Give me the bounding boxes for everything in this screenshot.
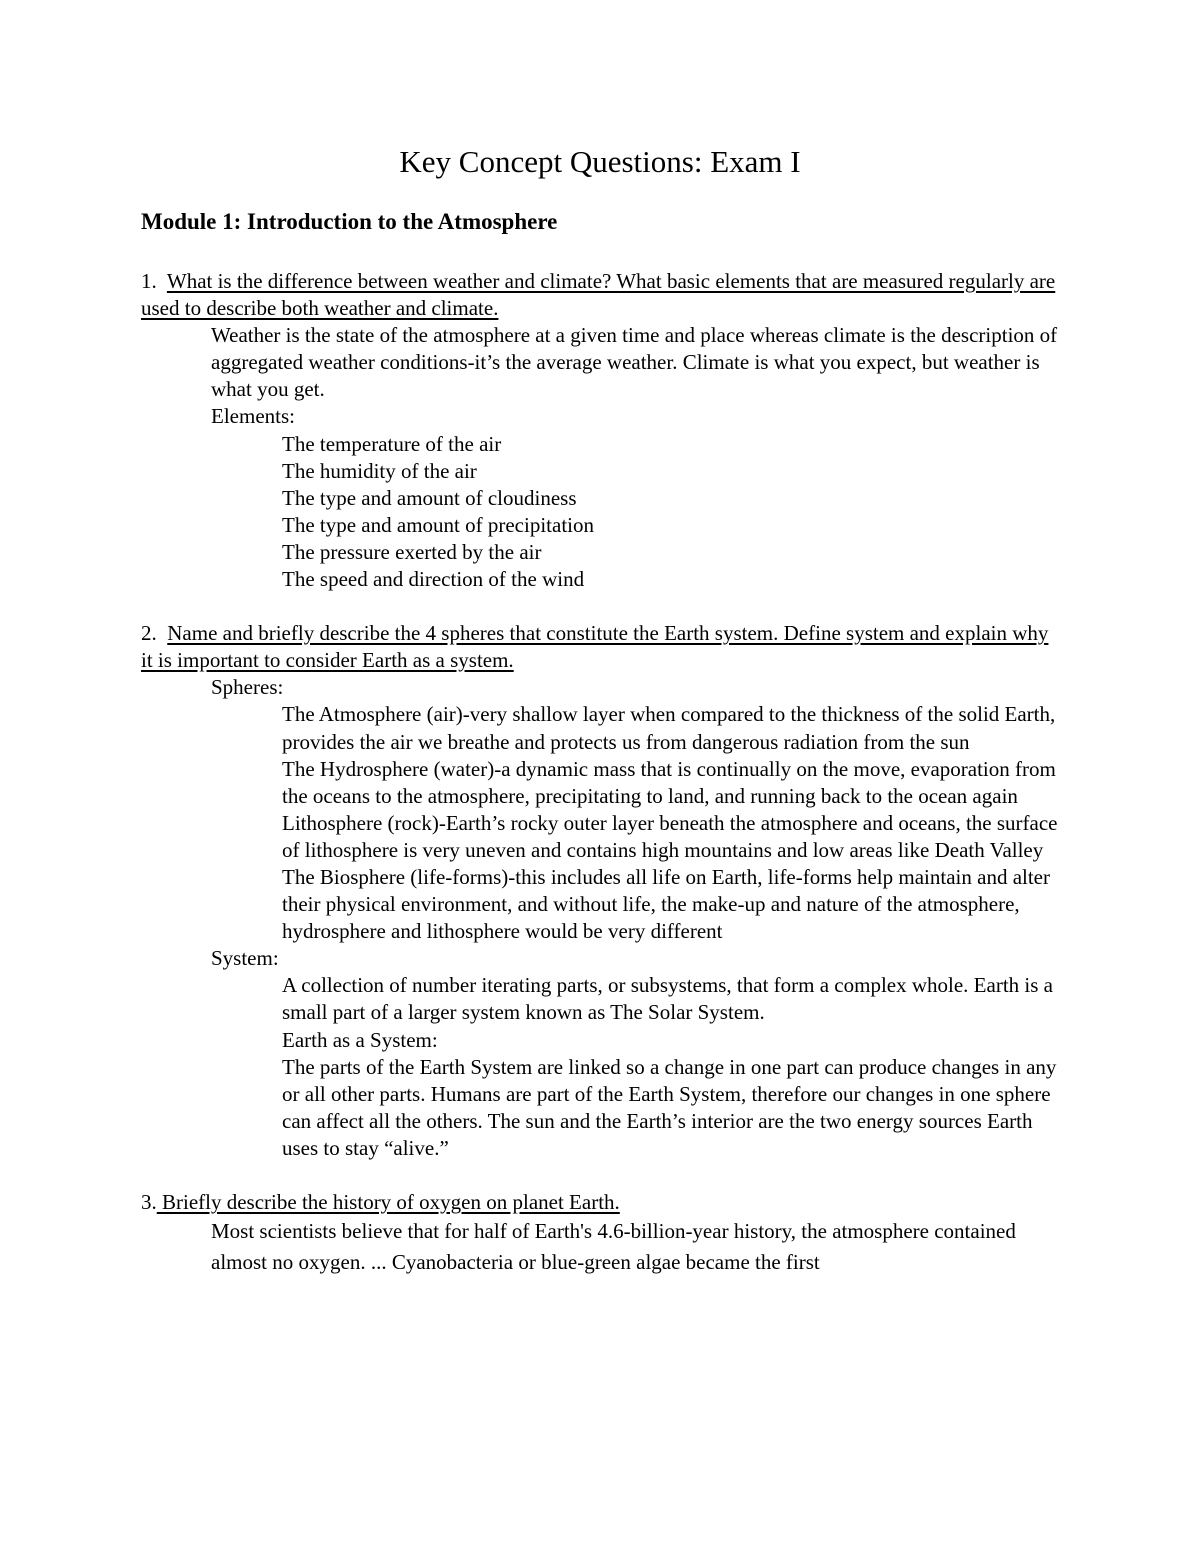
question-3	[141, 1189, 1061, 1216]
spacer	[0, 1162, 1200, 1189]
document-body	[0, 268, 1200, 1278]
question-number: 1.	[141, 269, 157, 293]
list-item: The type and amount of precipitation	[282, 512, 594, 537]
question-text: Name and briefly describe the 4 spheres that constitute the Earth system. Define system and explain why it is important to consider Earth as a system.	[141, 621, 1049, 673]
list-item: The Biosphere (life-forms)-this includes all life on Earth, life-forms help maintain and alter their physical environment, and without life, the make-up and nature of the atmosphere, hydrosphere and lithosphere would be very different	[282, 864, 1050, 944]
document-title: Key Concept Questions: Exam I	[399, 144, 801, 179]
list-item: The type and amount of cloudiness	[282, 485, 577, 510]
system-definition: A collection of number iterating parts, or subsystems, that form a complex whole. Earth is a small part of a larger system known as The Solar System.	[282, 973, 1053, 1025]
module-heading: Module 1: Introduction to the Atmosphere	[141, 209, 558, 234]
list-item: The Atmosphere (air)-very shallow layer when compared to the thickness of the solid Earth, provides the air we breathe and protects us from dangerous radiation from the sun	[282, 702, 1056, 754]
list-item: The speed and direction of the wind	[282, 567, 585, 592]
answer-1: Weather is the state of the atmosphere at a given time and place whereas climate is the description of aggregated weather conditions-it’s the average weather. Climate is what you expect, but weather is what you get.	[211, 323, 1058, 402]
question-number: 2.	[141, 621, 157, 646]
earth-system-text: The parts of the Earth System are linked so a change in one part can produce changes in any or all other parts. Humans are part of the Earth System, therefore our changes in one sphere can affect all the others. The sun and the Earth’s interior are the two energy sources Earth uses to stay “alive.”	[282, 1054, 1057, 1160]
question-text: Briefly describe the history of oxygen on planet Earth.	[156, 1190, 620, 1214]
answer-3: Most scientists believe that for half of Earth's 4.6-billion-year history, the atmosphere contained almost no oxygen. ... Cyanobacteria or blue-green algae became the first	[211, 1219, 1016, 1275]
system-label: System:	[211, 946, 279, 971]
list-item: The pressure exerted by the air	[282, 539, 542, 564]
question-text: What is the difference between weather and climate? What basic elements that are measured regularly are used to describe both weather and climate.	[141, 269, 1056, 321]
question-2	[141, 620, 1061, 674]
list-item: The humidity of the air	[282, 458, 477, 483]
question-1	[141, 268, 1061, 322]
elements-label: Elements:	[211, 404, 295, 429]
list-item: Lithosphere (rock)-Earth’s rocky outer layer beneath the atmosphere and oceans, the surface of lithosphere is very uneven and contains high mountains and low areas like Death Valley	[282, 810, 1058, 862]
spacer	[0, 593, 1200, 620]
earth-system-label: Earth as a System:	[282, 1027, 438, 1052]
spheres-label: Spheres:	[211, 675, 284, 700]
list-item: The temperature of the air	[282, 431, 502, 456]
list-item: The Hydrosphere (water)-a dynamic mass that is continually on the move, evaporation from the oceans to the atmosphere, precipitating to land, and running back to the ocean again	[282, 756, 1056, 808]
question-number: 3.	[141, 1190, 157, 1214]
answer-3-block	[0, 1216, 1200, 1278]
